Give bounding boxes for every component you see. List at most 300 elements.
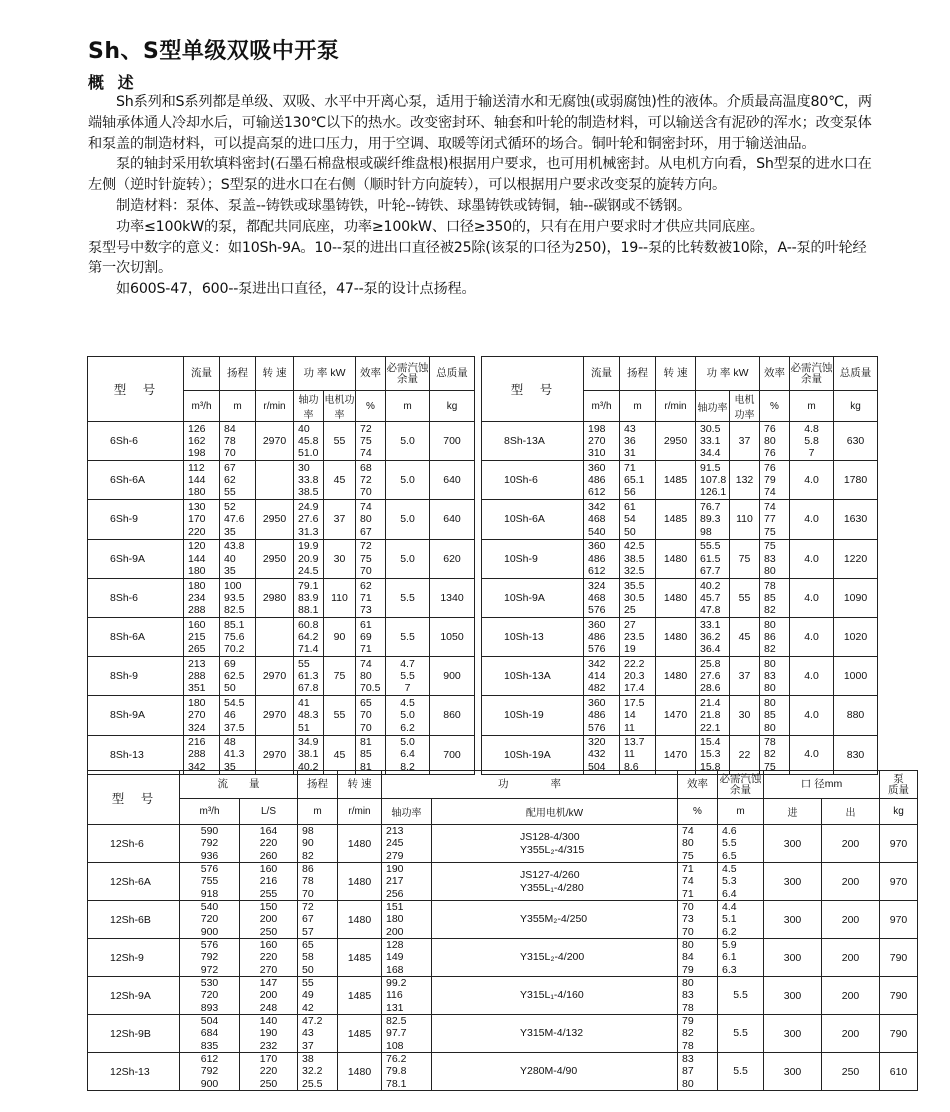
head-cell	[298, 863, 338, 901]
efficiency-cell-value: 76	[764, 422, 776, 435]
flow-ls-cell	[240, 901, 298, 939]
weight-cell: 610	[880, 1053, 918, 1091]
flow-cell-value: 540	[588, 525, 606, 538]
table-row	[88, 500, 475, 539]
flow-cell-value: 486	[588, 630, 606, 643]
efficiency-cell-value: 82	[764, 748, 776, 761]
table-row	[88, 461, 475, 500]
table-row	[88, 977, 918, 1015]
npsh-cell-value: 6.5	[722, 849, 737, 862]
npsh-cell-value: 6.1	[722, 951, 737, 964]
unit-rmin: r/min	[338, 799, 382, 825]
npsh-cell	[386, 735, 430, 774]
flow-cell	[584, 578, 620, 617]
flow-ls-cell-value: 260	[259, 849, 278, 862]
table-row	[88, 901, 918, 939]
speed-cell	[256, 461, 294, 500]
speed-cell: 1485	[656, 500, 696, 539]
shaft-power-cell-value: 41	[298, 697, 310, 710]
shaft-power-cell-value: 245	[386, 837, 404, 850]
table-row	[88, 539, 475, 578]
efficiency-cell-value: 80	[764, 721, 776, 734]
npsh-cell	[386, 422, 430, 461]
shaft-power-cell-value: 61.3	[298, 670, 319, 683]
efficiency-cell-value: 75	[360, 552, 372, 565]
shaft-power-cell-value: 71.4	[298, 643, 319, 656]
head-cell	[220, 539, 256, 578]
flow-m3h-cell	[180, 939, 240, 977]
inlet-cell: 300	[764, 977, 822, 1015]
flow-cell-value: 126	[188, 422, 206, 435]
head-cell	[298, 1053, 338, 1091]
efficiency-cell-value: 74	[360, 447, 372, 460]
weight-cell: 620	[430, 539, 475, 578]
flow-cell	[184, 461, 220, 500]
efficiency-cell	[356, 539, 386, 578]
shaft-power-cell	[382, 939, 432, 977]
flow-cell	[184, 422, 220, 461]
flow-cell-value: 144	[188, 474, 206, 487]
efficiency-cell-value: 70	[360, 564, 372, 577]
efficiency-cell-value: 85	[764, 709, 776, 722]
shaft-power-cell	[382, 1015, 432, 1053]
head-cell-value: 11	[624, 748, 635, 761]
efficiency-cell-value: 76	[764, 447, 776, 460]
header-npsh: 必需汽蚀余量	[718, 771, 764, 799]
weight-cell: 970	[880, 825, 918, 863]
efficiency-cell-value: 75	[764, 540, 776, 553]
shaft-power-cell-value: 27.6	[298, 513, 319, 526]
flow-cell	[584, 657, 620, 696]
header-motor-power: 电机功率	[730, 391, 760, 422]
head-cell-value: 90	[302, 837, 314, 850]
outlet-cell: 200	[822, 1015, 880, 1053]
flow-cell-value: 342	[588, 657, 606, 670]
shaft-power-cell	[382, 977, 432, 1015]
head-cell	[220, 696, 256, 735]
model-cell: 12Sh-9B	[88, 1015, 180, 1053]
efficiency-cell	[678, 1053, 718, 1091]
model-cell: 8Sh-13A	[482, 422, 584, 461]
head-cell	[298, 825, 338, 863]
npsh-cell-value: 8.2	[400, 760, 415, 773]
unit-pct: %	[678, 799, 718, 825]
efficiency-cell-value: 74	[764, 501, 776, 514]
flow-ls-cell-value: 220	[259, 837, 278, 850]
head-cell-value: 78	[224, 434, 236, 447]
efficiency-cell-value: 68	[360, 461, 372, 474]
flow-cell	[184, 539, 220, 578]
unit-weight: kg	[834, 391, 878, 422]
efficiency-cell-value: 82	[682, 1027, 694, 1040]
flow-cell-value: 216	[188, 736, 206, 749]
shaft-power-cell-value: 36.4	[700, 643, 721, 656]
shaft-power-cell-value: 116	[386, 989, 403, 1002]
shaft-power-cell-value: 27.6	[700, 670, 721, 683]
header-weight: 总质量	[834, 357, 878, 391]
head-cell-value: 17.5	[624, 697, 645, 710]
npsh-cell	[718, 977, 764, 1015]
efficiency-cell	[760, 657, 790, 696]
efficiency-cell-value: 74	[682, 825, 694, 838]
flow-cell-value: 180	[188, 486, 206, 499]
weight-cell: 1000	[834, 657, 878, 696]
efficiency-cell-value: 72	[360, 540, 372, 553]
head-cell-value: 22.2	[624, 657, 645, 670]
model-cell: 10Sh-9A	[482, 578, 584, 617]
header-weight: 总质量	[430, 357, 475, 391]
header-head: 扬程	[220, 357, 256, 391]
flow-m3h-cell-value: 893	[200, 1001, 219, 1014]
unit-kg: kg	[880, 799, 918, 825]
efficiency-cell-value: 62	[360, 579, 372, 592]
head-cell	[620, 422, 656, 461]
flow-m3h-cell-value: 540	[200, 901, 219, 914]
flow-ls-cell-value: 200	[259, 913, 278, 926]
head-cell-value: 11	[624, 721, 635, 734]
motor-power-cell: 30	[324, 539, 356, 578]
npsh-cell	[718, 901, 764, 939]
flow-ls-cell-value: 140	[259, 1015, 278, 1028]
efficiency-cell	[356, 617, 386, 656]
paragraph: 制造材料：泵体、泵盖--铸铁或球墨铸铁，叶轮--铸铁、球墨铸铁或铸铜，轴--碳钢或不锈钢。	[116, 197, 692, 214]
flow-m3h-cell-value: 720	[200, 989, 219, 1002]
shaft-power-cell-value: 190	[386, 863, 404, 876]
flow-cell-value: 320	[588, 736, 606, 749]
head-cell-value: 84	[224, 422, 236, 435]
efficiency-cell-value: 85	[764, 591, 776, 604]
flow-m3h-cell	[180, 901, 240, 939]
head-cell-value: 35	[224, 525, 236, 538]
npsh-cell-value: 5.9	[722, 939, 737, 952]
head-cell-value: 38	[302, 1053, 314, 1066]
model-cell: 6Sh-9A	[88, 539, 184, 578]
header-npsh: 必需汽蚀余量	[790, 357, 834, 391]
header-weight	[880, 771, 918, 799]
motor-cell-value: Y355M₂-4/250	[520, 913, 588, 926]
speed-cell: 1480	[338, 863, 382, 901]
flow-cell-value: 180	[188, 564, 206, 577]
weight-cell: 790	[880, 939, 918, 977]
efficiency-cell-value: 81	[360, 736, 372, 749]
shaft-power-cell-value: 40.2	[298, 760, 319, 773]
flow-ls-cell-value: 255	[259, 887, 278, 900]
inlet-cell: 300	[764, 825, 822, 863]
shaft-power-cell-value: 30	[298, 461, 310, 474]
head-cell-value: 41.3	[224, 748, 245, 761]
flow-cell-value: 120	[188, 540, 206, 553]
head-cell-value: 42.5	[624, 540, 645, 553]
unit-npsh: m	[790, 391, 834, 422]
speed-cell: 1480	[656, 657, 696, 696]
inlet-cell: 300	[764, 1015, 822, 1053]
weight-cell: 1220	[834, 539, 878, 578]
flow-ls-cell-value: 220	[259, 1065, 278, 1078]
npsh-cell-value: 5.5	[733, 1065, 748, 1078]
paragraph: 如600S-47，600--泵进出口直径，47--泵的设计点扬程。	[116, 281, 476, 298]
efficiency-cell-value: 67	[360, 525, 372, 538]
speed-cell: 1485	[338, 1015, 382, 1053]
speed-cell: 1480	[338, 1053, 382, 1091]
efficiency-cell-value: 77	[764, 513, 776, 526]
efficiency-cell-value: 79	[764, 474, 776, 487]
flow-cell-value: 504	[588, 760, 606, 773]
flow-ls-cell	[240, 863, 298, 901]
efficiency-cell	[678, 901, 718, 939]
table-row	[482, 422, 878, 461]
weight-cell: 1340	[430, 578, 475, 617]
outlet-cell: 250	[822, 1053, 880, 1091]
head-cell-value: 13.7	[624, 736, 645, 749]
shaft-power-cell	[294, 539, 324, 578]
flow-ls-cell	[240, 1015, 298, 1053]
flow-cell-value: 482	[588, 682, 606, 695]
weight-cell: 970	[880, 863, 918, 901]
weight-cell: 640	[430, 461, 475, 500]
head-cell	[620, 539, 656, 578]
efficiency-cell-value: 71	[360, 591, 372, 604]
head-cell-value: 35	[224, 760, 236, 773]
model-cell: 8Sh-9A	[88, 696, 184, 735]
shaft-power-cell	[696, 539, 730, 578]
head-cell	[620, 735, 656, 774]
motor-power-cell: 37	[730, 657, 760, 696]
head-cell-value: 43	[302, 1027, 314, 1040]
flow-cell-value: 180	[188, 697, 206, 710]
efficiency-cell-value: 70	[360, 709, 372, 722]
header-weight-top: 泵	[893, 772, 904, 785]
npsh-cell-value: 6.4	[722, 887, 737, 900]
flow-cell	[584, 696, 620, 735]
head-cell	[220, 422, 256, 461]
table-row	[482, 539, 878, 578]
efficiency-cell-value: 70	[360, 486, 372, 499]
efficiency-cell-value: 73	[360, 603, 372, 616]
shaft-power-cell-value: 82.5	[386, 1015, 407, 1028]
head-cell	[298, 939, 338, 977]
model-cell: 10Sh-13A	[482, 657, 584, 696]
shaft-power-cell	[294, 461, 324, 500]
npsh-cell	[386, 696, 430, 735]
inlet-cell: 300	[764, 901, 822, 939]
motor-power-cell: 37	[730, 422, 760, 461]
weight-cell: 1630	[834, 500, 878, 539]
efficiency-cell	[760, 578, 790, 617]
motor-power-cell: 45	[730, 617, 760, 656]
head-cell-value: 82	[302, 849, 314, 862]
shaft-power-cell-value: 38.1	[298, 748, 319, 761]
flow-cell-value: 360	[588, 540, 606, 553]
table-row	[482, 735, 878, 774]
npsh-cell-value: 4.6	[722, 825, 737, 838]
shaft-power-cell-value: 78.1	[386, 1077, 407, 1090]
head-cell-value: 56	[624, 486, 636, 499]
efficiency-cell	[678, 863, 718, 901]
shaft-power-cell-value: 47.8	[700, 603, 721, 616]
motor-cell	[432, 939, 678, 977]
model-cell: 12Sh-6A	[88, 863, 180, 901]
head-cell	[620, 657, 656, 696]
head-cell-value: 100	[224, 579, 242, 592]
npsh-cell	[790, 735, 834, 774]
shaft-power-cell-value: 108	[386, 1039, 404, 1052]
head-cell	[220, 735, 256, 774]
efficiency-cell-value: 80	[682, 1077, 694, 1090]
flow-cell-value: 360	[588, 618, 606, 631]
header-shaft-power: 轴功率	[294, 391, 324, 422]
efficiency-cell-value: 71	[682, 887, 694, 900]
efficiency-cell-value: 65	[360, 697, 372, 710]
head-cell-value: 69	[224, 657, 236, 670]
efficiency-cell-value: 84	[682, 951, 694, 964]
outlet-cell: 200	[822, 977, 880, 1015]
table-row	[88, 825, 918, 863]
shaft-power-cell-value: 67.7	[700, 564, 721, 577]
flow-cell-value: 414	[588, 670, 606, 683]
flow-cell-value: 486	[588, 552, 606, 565]
flow-cell-value: 270	[588, 434, 606, 447]
shaft-power-cell-value: 67.8	[298, 682, 319, 695]
efficiency-cell-value: 83	[682, 1053, 694, 1066]
shaft-power-cell-value: 61.5	[700, 552, 721, 565]
shaft-power-cell-value: 40	[298, 422, 310, 435]
weight-cell: 880	[834, 696, 878, 735]
flow-cell-value: 576	[588, 643, 606, 656]
efficiency-cell	[678, 939, 718, 977]
efficiency-cell-value: 72	[360, 474, 372, 487]
shaft-power-cell	[696, 578, 730, 617]
shaft-power-cell-value: 25.8	[700, 657, 721, 670]
shaft-power-cell-value: 64.2	[298, 630, 319, 643]
npsh-cell-value: 4.0	[804, 630, 819, 643]
head-cell	[620, 461, 656, 500]
npsh-cell-value: 4.0	[804, 513, 819, 526]
efficiency-cell-value: 83	[764, 670, 776, 683]
efficiency-cell	[356, 422, 386, 461]
flow-cell-value: 234	[188, 591, 206, 604]
shaft-power-cell-value: 55.5	[700, 540, 721, 553]
motor-cell-value: Y355L₁-4/280	[520, 881, 584, 894]
shaft-power-cell-value: 217	[386, 875, 404, 888]
unit-speed: r/min	[256, 391, 294, 422]
npsh-cell-value: 5.5	[722, 837, 737, 850]
efficiency-cell	[356, 500, 386, 539]
weight-cell: 970	[880, 901, 918, 939]
motor-cell-value: Y280M-4/90	[520, 1065, 578, 1078]
npsh-cell	[386, 578, 430, 617]
shaft-power-cell	[696, 696, 730, 735]
motor-cell-value: JS127-4/260	[520, 869, 580, 882]
table-row	[482, 461, 878, 500]
npsh-cell-value: 5.5	[733, 1027, 748, 1040]
flow-m3h-cell-value: 792	[200, 837, 219, 850]
efficiency-cell-value: 70	[682, 901, 694, 914]
flow-cell-value: 342	[188, 760, 206, 773]
flow-ls-cell-value: 216	[259, 875, 278, 888]
motor-cell	[432, 1015, 678, 1053]
head-cell-value: 37.5	[224, 721, 245, 734]
head-cell-value: 54.5	[224, 697, 245, 710]
shaft-power-cell	[696, 422, 730, 461]
efficiency-cell	[760, 617, 790, 656]
model-cell: 8Sh-13	[88, 735, 184, 774]
shaft-power-cell-value: 21.8	[700, 709, 721, 722]
flow-cell-value: 576	[588, 721, 606, 734]
shaft-power-cell	[382, 825, 432, 863]
flow-m3h-cell	[180, 1053, 240, 1091]
efficiency-cell-value: 74	[360, 657, 372, 670]
speed-cell: 1485	[338, 939, 382, 977]
unit-weight: kg	[430, 391, 475, 422]
flow-cell-value: 486	[588, 709, 606, 722]
shaft-power-cell	[696, 617, 730, 656]
head-cell-value: 47.2	[302, 1015, 323, 1028]
head-cell-value: 8.6	[624, 760, 639, 773]
header-motor-power: 电机功率	[324, 391, 356, 422]
pump-table-right	[481, 356, 878, 775]
flow-ls-cell-value: 164	[259, 825, 278, 838]
shaft-power-cell	[294, 617, 324, 656]
shaft-power-cell-value: 34.9	[298, 736, 319, 749]
efficiency-cell	[678, 1015, 718, 1053]
head-cell-value: 32.2	[302, 1065, 323, 1078]
shaft-power-cell-value: 180	[386, 913, 404, 926]
table-body	[482, 422, 878, 775]
header-speed: 转 速	[256, 357, 294, 391]
head-cell-value: 54	[624, 513, 636, 526]
flow-m3h-cell-value: 590	[200, 825, 219, 838]
header-npsh: 必需汽蚀余量	[386, 357, 430, 391]
shaft-power-cell	[382, 1053, 432, 1091]
npsh-cell	[718, 863, 764, 901]
flow-cell	[584, 500, 620, 539]
flow-m3h-cell	[180, 863, 240, 901]
flow-cell-value: 112	[188, 461, 205, 474]
head-cell-value: 52	[224, 501, 236, 514]
npsh-cell	[790, 578, 834, 617]
page-title: Sh、S型单级双吸中开泵	[88, 39, 340, 64]
npsh-cell-value: 6.3	[722, 963, 737, 976]
efficiency-cell-value: 85	[360, 748, 372, 761]
model-cell: 6Sh-9	[88, 500, 184, 539]
shaft-power-cell	[696, 735, 730, 774]
shaft-power-cell-value: 21.4	[700, 697, 721, 710]
table-row	[88, 617, 475, 656]
head-cell-value: 55	[224, 486, 236, 499]
unit-efficiency: %	[356, 391, 386, 422]
inlet-cell: 300	[764, 1053, 822, 1091]
head-cell	[298, 977, 338, 1015]
table-row	[482, 578, 878, 617]
model-cell: 10Sh-9	[482, 539, 584, 578]
efficiency-cell-value: 72	[360, 422, 372, 435]
flow-m3h-cell-value: 936	[200, 849, 219, 862]
head-cell-value: 36	[624, 434, 636, 447]
head-cell-value: 23.5	[624, 630, 645, 643]
efficiency-cell-value: 82	[764, 603, 776, 616]
head-cell	[620, 617, 656, 656]
shaft-power-cell-value: 168	[386, 963, 404, 976]
head-cell-value: 50	[302, 963, 314, 976]
head-cell	[220, 617, 256, 656]
table-row	[88, 657, 475, 696]
npsh-cell-value: 4.0	[804, 591, 819, 604]
header-shaft-power: 轴功率	[382, 799, 432, 825]
motor-cell	[432, 863, 678, 901]
shaft-power-cell-value: 60.8	[298, 618, 319, 631]
table-row	[88, 578, 475, 617]
motor-cell	[432, 977, 678, 1015]
